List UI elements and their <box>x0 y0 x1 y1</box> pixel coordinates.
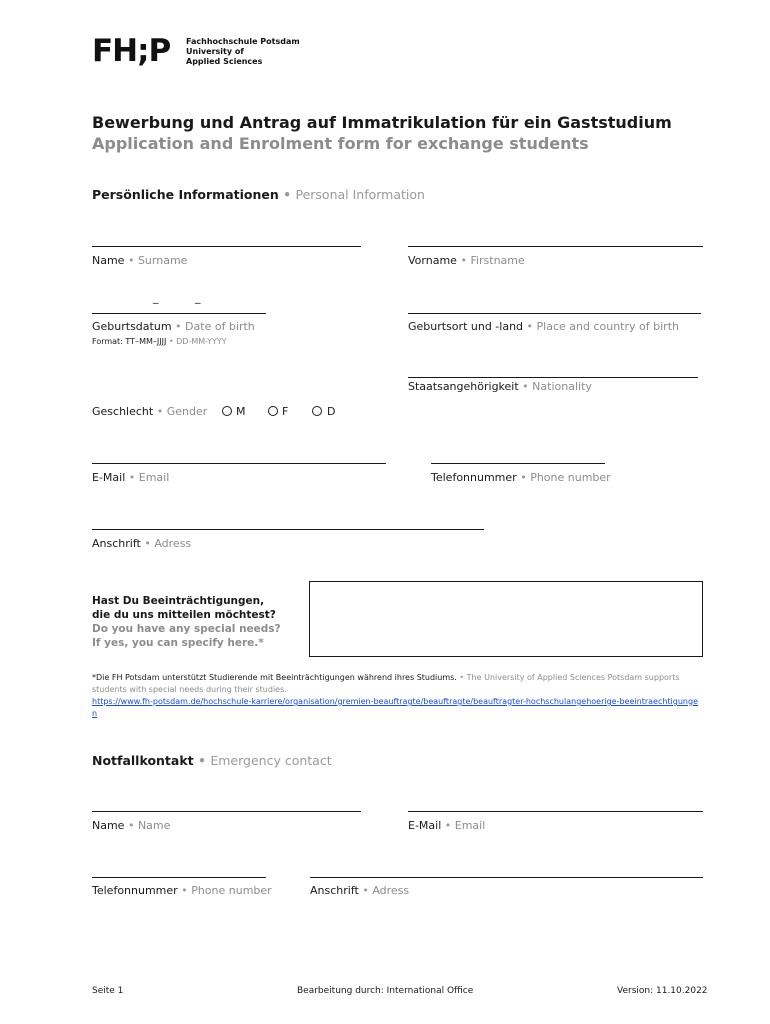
form-title-de: Bewerbung und Antrag auf Immatrikulation für ein Gaststudium <box>92 113 672 132</box>
dob-format-de: Format: TT–MM–JJJJ <box>92 337 167 346</box>
phone-label-en: Phone number <box>530 471 611 484</box>
address-label <box>92 537 191 550</box>
emergency-name-label <box>92 819 170 832</box>
bullet: • <box>522 380 529 393</box>
emergency-address-field[interactable] <box>310 877 703 878</box>
phone-field[interactable] <box>431 463 605 464</box>
footer-editor: Bearbeitung durch: International Office <box>297 986 474 996</box>
address-label-de: Anschrift <box>92 537 141 550</box>
bullet: • <box>283 187 292 202</box>
logo-line-1: Fachhochschule Potsdam <box>186 37 300 46</box>
bullet: • <box>526 320 534 333</box>
gender-option-d-label: D <box>327 405 336 418</box>
section-heading-personal <box>92 187 425 202</box>
surname-label-en: Surname <box>137 254 188 267</box>
fhp-logo-mark: FH;P <box>92 33 171 69</box>
emergency-address-label-de: Anschrift <box>310 884 359 897</box>
emergency-email-label-en: Email <box>454 819 486 832</box>
bullet: • <box>144 537 151 550</box>
surname-field[interactable] <box>92 246 361 247</box>
bullet: • <box>459 673 465 682</box>
gender-option-f-label: F <box>282 405 289 418</box>
firstname-field[interactable] <box>408 246 703 247</box>
emergency-address-label <box>310 884 409 897</box>
nationality-field[interactable] <box>408 377 698 378</box>
bullet: • <box>460 254 467 267</box>
email-field[interactable] <box>92 463 386 464</box>
birthplace-field[interactable] <box>408 313 701 314</box>
gender-label-en: Gender <box>166 405 208 418</box>
footnote-text-de: *Die FH Potsdam unterstützt Studierende mit Beeinträchtigungen während ihres Studiums. <box>92 673 457 682</box>
bullet: • <box>175 320 182 333</box>
surname-label-de: Name <box>92 254 125 267</box>
needs-question-en-1: Do you have any special needs? <box>92 623 281 635</box>
logo-line-2: University of <box>186 47 244 56</box>
bullet: • <box>444 819 452 832</box>
bullet: • <box>168 337 174 346</box>
dob-format-en: DD-MM-YYYY <box>176 337 227 346</box>
needs-question-de-1: Hast Du Beeinträchtigungen, <box>92 595 265 607</box>
form-title-en: Application and Enrolment form for exchange students <box>92 134 589 153</box>
fhp-logo-text <box>186 37 300 67</box>
footnote-text-en: The University of Applied Sciences Potsdam supports students with special needs during their studies. <box>92 673 680 694</box>
surname-label <box>92 254 187 267</box>
gender-radio-m[interactable] <box>222 406 232 416</box>
date-of-birth-field[interactable] <box>92 313 266 314</box>
emergency-phone-label-en: Phone number <box>191 884 272 897</box>
logo-line-3: Applied Sciences <box>186 57 263 66</box>
bullet: • <box>127 254 135 267</box>
emergency-name-label-de: Name <box>92 819 125 832</box>
nationality-label-de: Staatsangehörigkeit <box>408 380 519 393</box>
dob-label-en: Date of birth <box>185 320 255 333</box>
gender-option-m-label: M <box>236 405 246 418</box>
email-label-en: Email <box>138 471 170 484</box>
email-label-de: E-Mail <box>92 471 126 484</box>
address-field[interactable] <box>92 529 484 530</box>
special-needs-question <box>92 594 281 650</box>
footnote-link[interactable]: https://www.fh-potsdam.de/hochschule-karriere/organisation/gremien-beauftragte/beauftragte/beauftragter-hochschulangehoerige-beeintraechtigungen <box>92 697 698 718</box>
emergency-name-field[interactable] <box>92 811 361 812</box>
birthplace-label <box>408 320 679 333</box>
gender-label-de: Geschlecht <box>92 405 154 418</box>
gender-radio-d[interactable] <box>312 406 322 416</box>
gender-radio-f[interactable] <box>268 406 278 416</box>
emergency-address-label-en: Adress <box>372 884 410 897</box>
section-heading-emergency-en: Emergency contact <box>210 753 332 768</box>
email-label <box>92 471 169 484</box>
dob-label-de: Geburtsdatum <box>92 320 172 333</box>
section-heading-emergency-de: Notfallkontakt <box>92 753 194 768</box>
emergency-email-field[interactable] <box>408 811 703 812</box>
needs-question-en-2: If yes, you can specify here.* <box>92 637 264 649</box>
footer-page-number: Seite 1 <box>92 986 124 996</box>
nationality-label-en: Nationality <box>532 380 592 393</box>
emergency-email-label-de: E-Mail <box>408 819 442 832</box>
special-needs-textbox[interactable] <box>309 581 703 657</box>
special-needs-footnote <box>92 672 702 720</box>
bullet: • <box>362 884 369 897</box>
bullet: • <box>156 405 164 418</box>
section-heading-personal-de: Persönliche Informationen <box>92 187 279 202</box>
emergency-email-label <box>408 819 485 832</box>
phone-label-de: Telefonnummer <box>431 471 517 484</box>
firstname-label-de: Vorname <box>408 254 457 267</box>
emergency-phone-label-de: Telefonnummer <box>92 884 178 897</box>
dob-separator-2: _ <box>195 291 201 304</box>
bullet: • <box>520 471 527 484</box>
birthplace-label-en: Place and country of birth <box>536 320 679 333</box>
nationality-label <box>408 380 592 393</box>
emergency-name-label-en: Name <box>137 819 171 832</box>
firstname-label-en: Firstname <box>470 254 525 267</box>
date-format-hint <box>92 337 227 346</box>
dob-separator-1: _ <box>153 291 159 304</box>
footer-version: Version: 11.10.2022 <box>617 986 708 996</box>
birthplace-label-de: Geburtsort und -land <box>408 320 524 333</box>
bullet: • <box>127 819 135 832</box>
date-of-birth-label <box>92 320 255 333</box>
bullet: • <box>198 753 206 768</box>
needs-question-de-2: die du uns mitteilen möchtest? <box>92 609 276 621</box>
gender-label <box>92 405 207 418</box>
address-label-en: Adress <box>154 537 192 550</box>
section-heading-emergency <box>92 753 332 768</box>
phone-label <box>431 471 611 484</box>
firstname-label <box>408 254 525 267</box>
section-heading-personal-en: Personal Information <box>295 187 425 202</box>
emergency-phone-label <box>92 884 272 897</box>
emergency-phone-field[interactable] <box>92 877 266 878</box>
bullet: • <box>181 884 188 897</box>
bullet: • <box>128 471 136 484</box>
